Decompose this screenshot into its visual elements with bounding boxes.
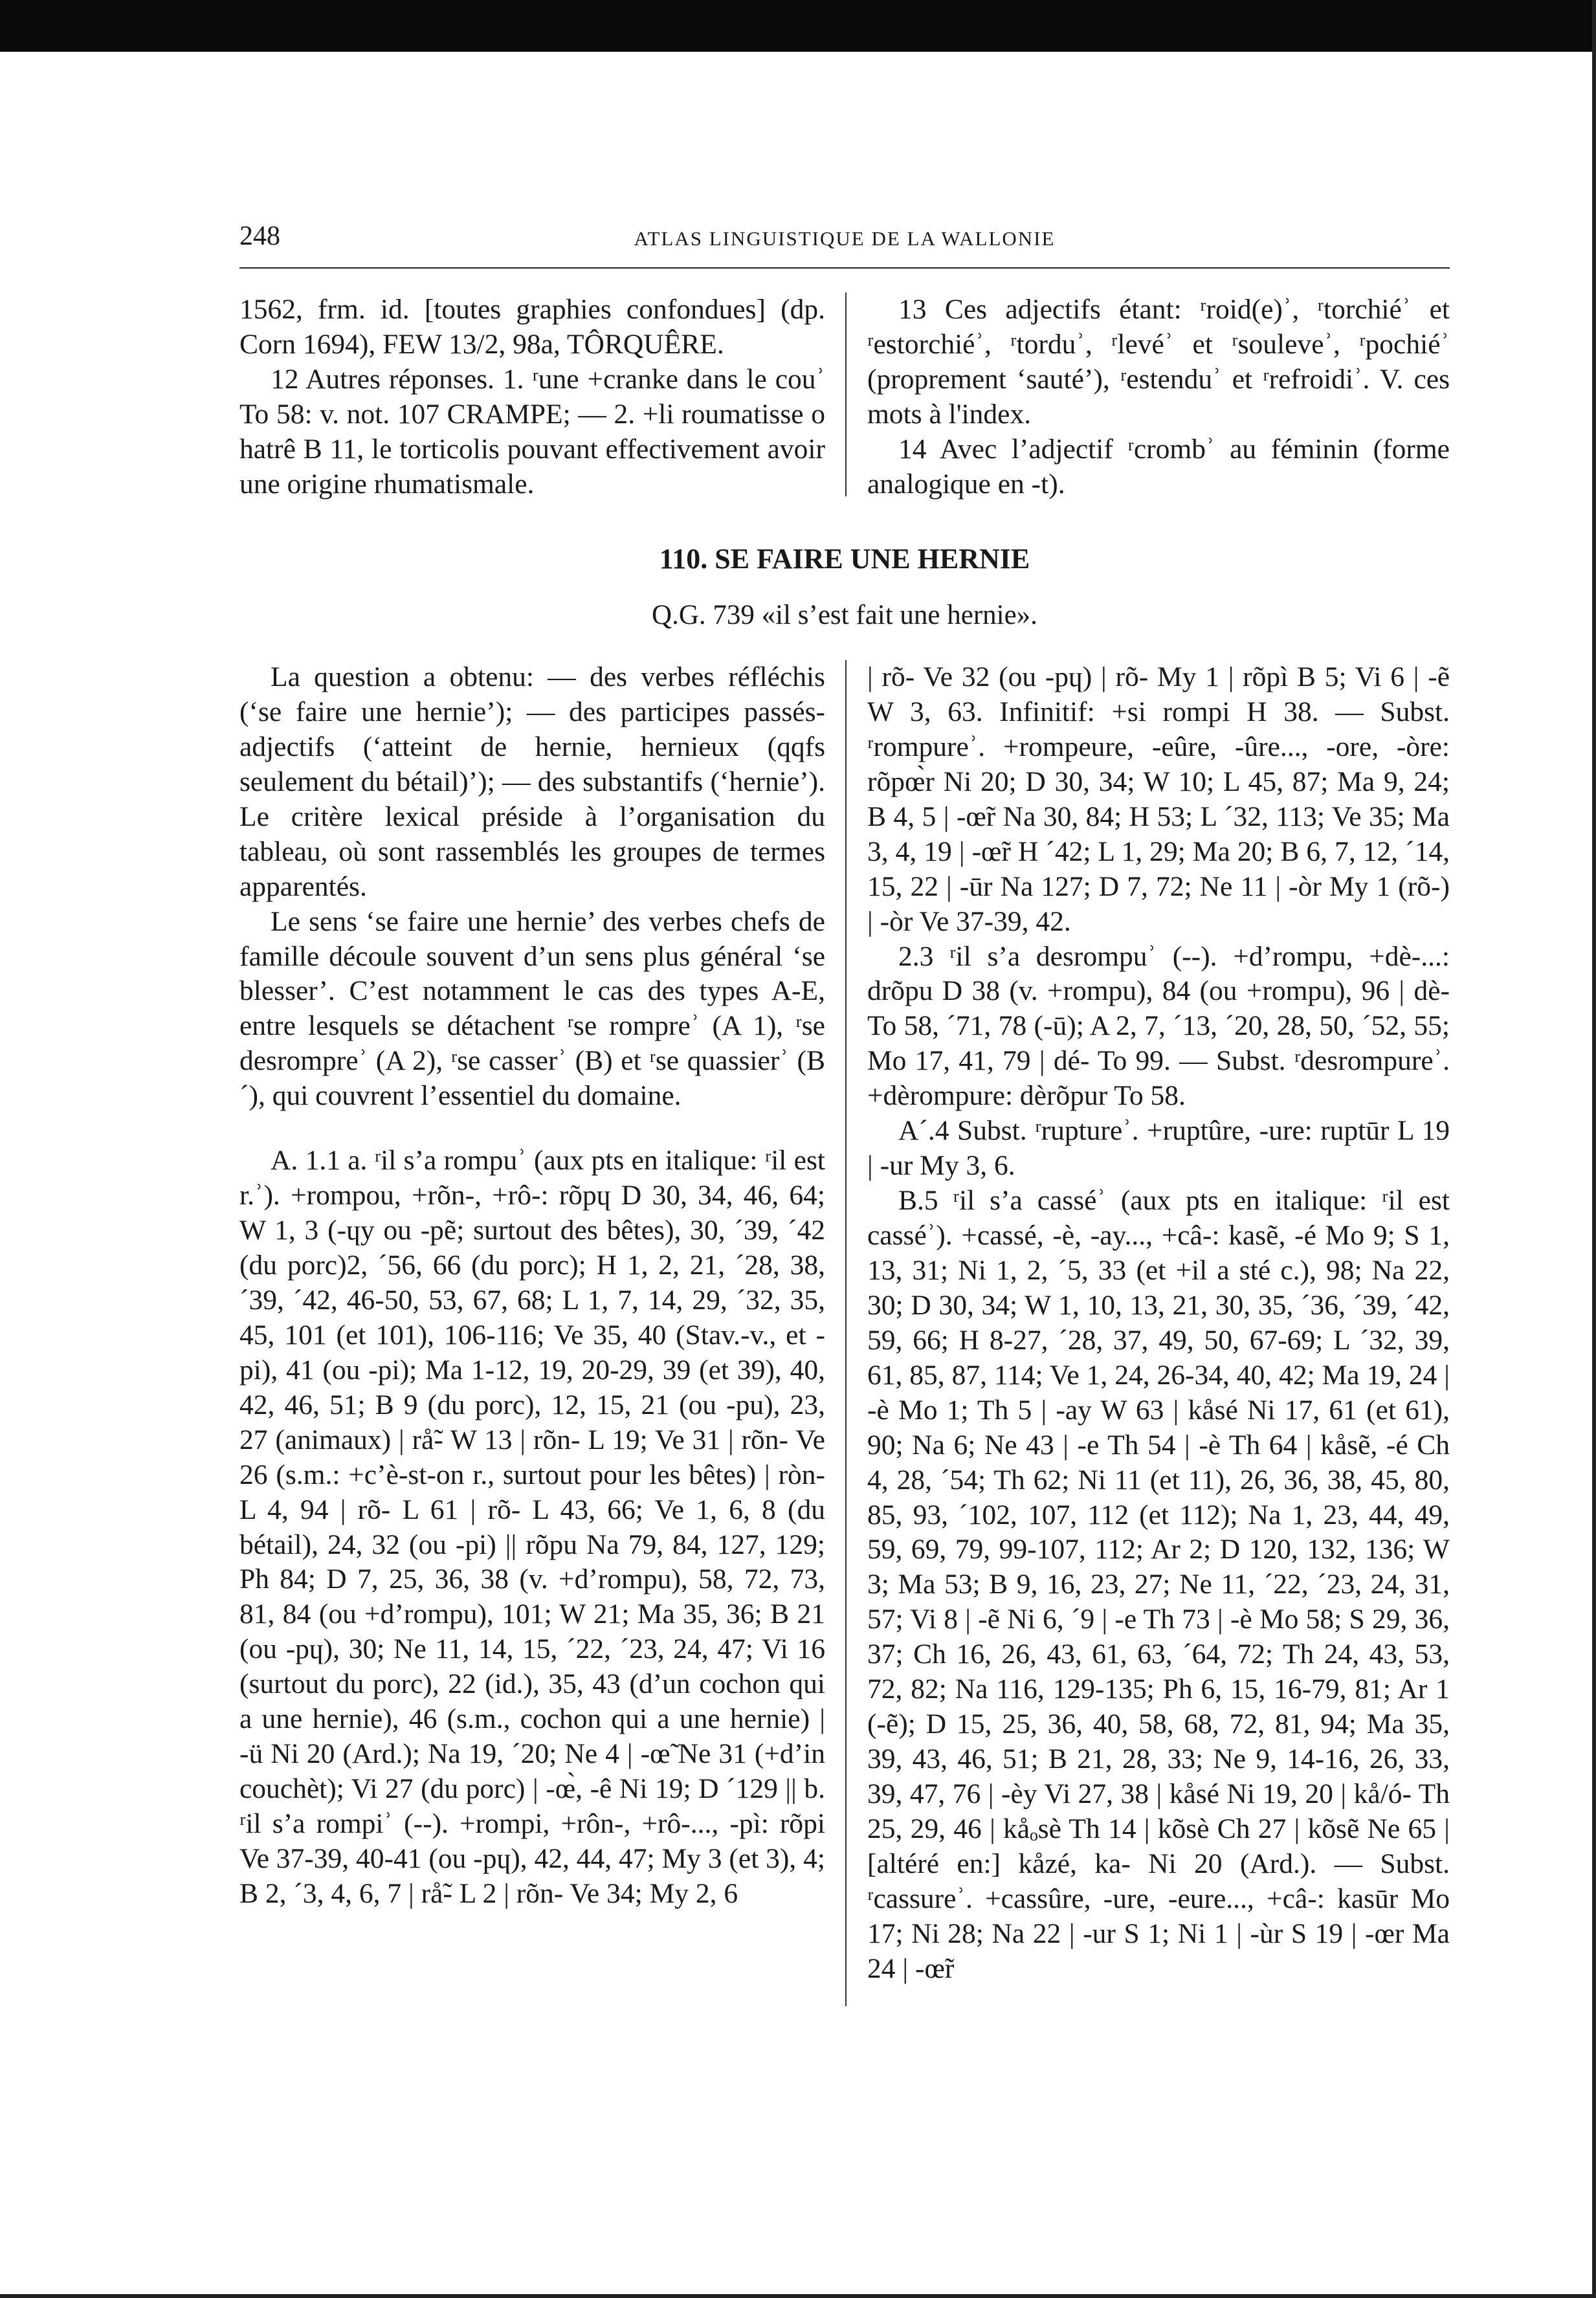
footnote-column-rule [845,293,847,496]
running-title: ATLAS LINGUISTIQUE DE LA WALLONIE [634,227,1056,250]
footnotes-right-column [867,293,1450,502]
body-paragraph: La question a obtenu: — des verbes réfléchis (‘se faire une hernie’); — des participes passés-adjectifs (‘atteint de hernie, hernieux (qqfs seulement du bétail)’); — des substantifs (‘hernie’). Le critère lexical préside à l’organisation du tableau, où sont rassemblés les groupes de termes apparentés. [239,661,825,902]
scan-bottom-edge [0,2294,1596,2298]
scan-top-border [0,0,1596,52]
footnote-12: 12 Autres réponses. 1. ʳune +cranke dans le couʾ To 58: v. not. 107 CRAMPE; — 2. +li roumatisse o hatrê B 11, le torticolis pouvant effectivement avoir une origine rhumatismale. [239,363,825,500]
footnote-14: 14 Avec l’adjectif ʳcrombʾ au féminin (forme analogique en -t). [867,433,1450,500]
body-paragraph: 2.3 ʳil s’a desrompuʾ (--). +d’rompu, +dè-...: drõpu D 38 (v. +rompu), 84 (ou +rompu), 96 | dè- To 58, ´71, 78 (-ū); A 2, 7, ´13, ´20, 28, 50, ´52, 55; Mo 17, 41, 79 | dé- To 99. — Subst. ʳdesrompureʾ. +dèrompure: dèrõpur To 58. [867,940,1450,1112]
page-number: 248 [239,221,280,251]
footnote-continuation: 1562, frm. id. [toutes graphies confondues] (dp. Corn 1694), FEW 13/2, 98a, TÔRQUÊRE. [239,294,825,360]
body-paragraph: B.5 ʳil s’a casséʾ (aux pts en italique: ʳil est casséʾ). +cassé, -è, -ay..., +câ-: kasẽ, -é Mo 9; S 1, 13, 31; Ni 1, 2, ´5, 33 (et +il a sté c.), 98; Na 22, 30; D 30, 34; W 1, 10, 13, 21, 30, 35, ´36, ´39, ´42, 59, 66; H 8-27, ´28, 37, 49, 50, 67-69; L ´32, 39, 61, 85, 87, 114; Ve 1, 24, 26-34, 40, 42; Ma 19, 24 | -è Mo 1; Th 5 | -ay W 63 | kåsé Ni 17, 61 (et 61), 90; Na 6; Ne 43 | -e Th 54 | -è Th 64 | kåsẽ, -é Ch 4, 28, ´54; Th 62; Ni 11 (et 11), 26, 36, 38, 45, 80, 85, 93, ´102, 107, 112 (et 112); Na 1, 23, 44, 49, 59, 69, 79, 99-107, 112; Ar 2; D 120, 132, 136; W 3; Ma 53; B 9, 16, 23, 27; Ne 11, ´22, ´23, 24, 31, 57; Vi 8 | -ẽ Ni 6, ´9 | -e Th 73 | -è Mo 58; S 29, 36, 37; Ch 16, 26, 43, 61, 63, ´64, 72; Th 24, 43, 53, 72, 82; Na 116, 129-135; Ph 6, 15, 16-79, 81; Ar 1 (-ẽ); D 15, 25, 36, 40, 58, 68, 72, 81, 94; Ma 35, 39, 43, 46, 51; B 21, 28, 33; Ne 9, 14-16, 26, 33, 39, 47, 76 | -èy Vi 27, 38 | kåsé Ni 19, 20 | kå/ó- Th 25, 29, 46 | kåₒsè Th 14 | kõsè Ch 27 | kõsẽ Ne 65 | [altéré en:] kåzé, ka- Ni 20 (Ard.). — Subst. ʳcassureʾ. +cassûre, -ure, -eure..., +câ-: kasūr Mo 17; Ni 28; Na 22 | -ur S 1; Ni 1 | -ùr S 19 | -œr Ma 24 | -œ̃r [867,1185,1450,1984]
body-paragraph: | rõ- Ve 32 (ou -pɥ) | rõ- My 1 | rõpì B 5; Vi 6 | -ẽ W 3, 63. Infinitif: +si rompi H 38. — Subst. ʳrompureʾ. +rompeure, -eûre, -ûre..., -ore, -òre: rõpœ̀r Ni 20; D 30, 34; W 10; L 45, 87; Ma 9, 24; B 4, 5 | -œ̃r Na 30, 84; H 53; L ´32, 113; Ve 35; Ma 3, 4, 19 | -œ̃r H ´42; L 1, 29; Ma 20; B 6, 7, 12, ´14, 15, 22 | -ūr Na 127; D 7, 72; Ne 11 | -òr My 1 (rõ-) | -òr Ve 37-39, 42. [867,661,1450,937]
scan-right-edge [1592,0,1596,2298]
section-subtitle: Q.G. 739 «il s’est fait une hernie». [652,600,1037,630]
body-column-rule [845,660,847,2006]
running-header [239,217,1450,269]
body-paragraph: A. 1.1 a. ʳil s’a rompuʾ (aux pts en italique: ʳil est r.ʾ). +rompou, +rõn-, +rô-: rõpɥ D 30, 34, 46, 64; W 1, 3 (-ɥy ou -pẽ; surtout des bêtes), 30, ´39, ´42 (du porc)2, ´56, 66 (du porc); H 1, 2, 21, ´28, 38, ´39, ´42, 46-50, 53, 67, 68; L 1, 7, 14, 29, ´32, 35, 45, 101 (et 101), 106-116; Ve 35, 40 (Stav.-v., et -pi), 41 (ou -pi); Ma 1-12, 19, 20-29, 39 (et 39), 40, 42, 46, 51; B 9 (du porc), 12, 15, 21 (ou -pu), 23, 27 (animaux) | rå̃- W 13 | rõn- L 19; Ve 31 | rõn- Ve 26 (s.m.: +c’è-st-on r., surtout pour les bêtes) | ròn- L 4, 94 | rõ- L 61 | rõ- L 43, 66; Ve 1, 6, 8 (du bétail), 24, 32 (ou -pi) || rõpu Na 79, 84, 127, 129; Ph 84; D 7, 25, 36, 38 (v. +d’rompu), 58, 72, 73, 81, 84 (ou +d’rompu), 101; W 21; Ma 35, 36; B 21 (ou -pɥ), 30; Ne 11, 14, 15, ´22, ´23, 24, 47; Vi 16 (surtout du porc), 22 (id.), 35, 43 (d’un cochon qui a une hernie), 46 (s.m., cochon qui a une hernie) | -ü Ni 20 (Ard.); Na 19, ´20; Ne 4 | -œ̃ Ne 31 (+d’in couchèt); Vi 27 (du porc) | -œ̀, -ê Ni 19; D ´129 || b. ʳil s’a rompiʾ (--). +rompi, +rôn-, +rô-..., -pì: rõpi Ve 37-39, 40-41 (ou -pɥ), 42, 44, 47; My 3 (et 3), 4; B 2, ´3, 4, 6, 7 | rå̃- L 2 | rõn- Ve 34; My 2, 6 [239,1145,825,1909]
body-right-column [867,660,1450,1987]
section-title: 110. SE FAIRE UNE HERNIE [659,543,1030,575]
body-paragraph: Le sens ‘se faire une hernie’ des verbes chefs de famille découle souvent d’un sens plus général ‘se blesser’. C’est notamment le cas des types A-E, entre lesquels se détachent ʳse rompreʾ (A 1), ʳse desrompreʾ (A 2), ʳse casserʾ (B) et ʳse quassierʾ (B´), qui couvrent l’essentiel du domaine. [239,905,825,1112]
footnote-13: 13 Ces adjectifs étant: ʳroid(e)ʾ, ʳtorchiéʾ et ʳestorchiéʾ, ʳtorduʾ, ʳlevéʾ et ʳsouleveʾ, ʳpochiéʾ (proprement ‘sauté’), ʳestenduʾ et ʳrefroidiʾ. V. ces mots à l'index. [867,294,1450,430]
body-left-column [239,660,825,1912]
body-paragraph: A´.4 Subst. ʳruptureʾ. +ruptûre, -ure: ruptūr L 19 | -ur My 3, 6. [867,1115,1450,1182]
footnotes-left-column [239,293,825,502]
